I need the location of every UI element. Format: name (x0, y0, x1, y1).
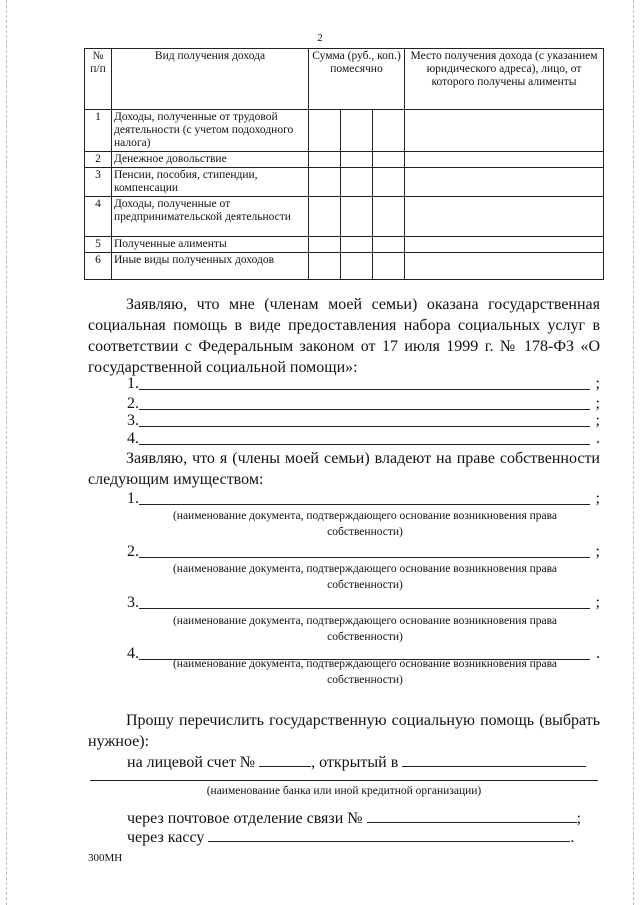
amount-cell[interactable] (309, 237, 341, 253)
row-label: Доходы, полученные от трудовой деятельности (с учетом подоходного налога) (112, 110, 309, 152)
table-row (85, 253, 604, 280)
place-cell[interactable] (405, 253, 604, 280)
line-number: 4. (127, 430, 139, 447)
fill-line (139, 409, 590, 410)
property-line-caption: (наименование документа, подтверждающего основание возникновения права собственности) (172, 563, 558, 591)
cash-desk-label: через кассу (127, 829, 205, 846)
line-end: . (596, 430, 600, 447)
line-end: ; (595, 490, 600, 507)
property-line-caption: (наименование документа, подтверждающего основание возникновения права собственности) (172, 658, 558, 686)
line-number: 3. (127, 594, 139, 611)
amount-cell[interactable] (309, 110, 341, 152)
place-cell[interactable] (405, 168, 604, 197)
amount-cell[interactable] (373, 237, 405, 253)
line-number: 1. (127, 490, 139, 507)
social-aid-line-1[interactable] (127, 375, 600, 393)
payment-request: Прошу перечислить государственную социальную помощь (выбрать нужное): (88, 712, 600, 750)
social-aid-statement: Заявляю, что мне (членам моей семьи) оказана государственная социальная помощь в виде предоставления набора социальных услуг в соответствии с Федеральным законом от 17 июля 1999 г. № 178-ФЗ «О государственной социальной помощи»: (88, 296, 600, 376)
row-label: Пенсии, пособия, стипендии, компенсации (112, 168, 309, 197)
fill-line (139, 557, 590, 558)
amount-cell[interactable] (373, 253, 405, 280)
post-office-label: через почтовое отделение связи № (127, 810, 363, 827)
fill-line (139, 504, 590, 505)
line-end: ; (595, 395, 600, 412)
bank-name-line[interactable] (90, 780, 598, 781)
header-place: Место получения дохода (с указанием юридического адреса), лицо, от которого получены алименты (405, 49, 604, 110)
property-line-caption: (наименование документа, подтверждающего основание возникновения права собственности) (172, 615, 558, 643)
page-edge-left (0, 0, 7, 905)
row-num: 2 (85, 152, 112, 168)
cash-desk-row (127, 826, 574, 848)
header-num: № п/п (85, 49, 112, 110)
place-cell[interactable] (405, 237, 604, 253)
amount-cell[interactable] (309, 152, 341, 168)
table-header-row (85, 49, 604, 110)
place-cell[interactable] (405, 197, 604, 237)
amount-cell[interactable] (341, 253, 373, 280)
row-label: Полученные алименты (112, 237, 309, 253)
amount-cell[interactable] (373, 197, 405, 237)
fill-line (139, 426, 590, 427)
social-aid-line-3[interactable] (127, 412, 600, 430)
line-number: 2. (127, 543, 139, 560)
amount-cell[interactable] (309, 197, 341, 237)
row-num: 3 (85, 168, 112, 197)
amount-cell[interactable] (341, 197, 373, 237)
header-amount: Сумма (руб., коп.) помесячно (309, 49, 405, 110)
fill-line (139, 444, 590, 445)
row-num: 6 (85, 253, 112, 280)
line-number: 4. (127, 645, 139, 662)
table-row (85, 168, 604, 197)
post-office-number-field[interactable] (367, 807, 577, 823)
place-cell[interactable] (405, 152, 604, 168)
row-label: Доходы, полученные от предпринимательской деятельности (112, 197, 309, 237)
property-line-3[interactable] (127, 594, 600, 612)
account-opened-label: , открытый в (311, 754, 399, 771)
amount-cell[interactable] (341, 237, 373, 253)
bank-name-field[interactable] (402, 751, 586, 767)
table-row (85, 152, 604, 168)
line-number: 1. (127, 375, 139, 392)
table-row (85, 237, 604, 253)
line-number: 2. (127, 395, 139, 412)
property-line-2[interactable] (127, 543, 600, 561)
account-row (127, 751, 586, 773)
cash-desk-field[interactable] (208, 826, 570, 842)
property-statement: Заявляю, что я (члены моей семьи) владеют на праве собственности следующим имуществом: (88, 450, 600, 488)
post-office-end: ; (576, 810, 582, 827)
amount-cell[interactable] (309, 168, 341, 197)
row-num: 4 (85, 197, 112, 237)
amount-cell[interactable] (341, 110, 373, 152)
row-num: 1 (85, 110, 112, 152)
social-aid-line-2[interactable] (127, 395, 600, 413)
footer-code: 300МН (88, 852, 123, 864)
line-end: ; (595, 543, 600, 560)
line-end: ; (595, 594, 600, 611)
row-num: 5 (85, 237, 112, 253)
line-number: 3. (127, 412, 139, 429)
fill-line (139, 608, 590, 609)
table-row (85, 110, 604, 152)
page-edge-right (633, 0, 640, 905)
line-end: . (596, 645, 600, 662)
cash-desk-end: . (570, 829, 575, 846)
property-line-caption: (наименование документа, подтверждающего основание возникновения права собственности) (172, 510, 558, 538)
header-type: Вид получения дохода (112, 49, 309, 110)
row-label: Иные виды полученных доходов (112, 253, 309, 280)
amount-cell[interactable] (373, 168, 405, 197)
account-label: на лицевой счет № (127, 754, 256, 771)
page-number: 2 (317, 32, 323, 44)
fill-line (139, 389, 590, 390)
row-label: Денежное довольствие (112, 152, 309, 168)
property-line-1[interactable] (127, 490, 600, 508)
account-number-field[interactable] (259, 751, 311, 767)
income-table (84, 48, 604, 280)
amount-cell[interactable] (373, 152, 405, 168)
place-cell[interactable] (405, 110, 604, 152)
bank-caption: (наименование банка или иной кредитной организации) (206, 785, 482, 797)
amount-cell[interactable] (373, 110, 405, 152)
line-end: ; (595, 375, 600, 392)
social-aid-line-4[interactable] (127, 430, 600, 448)
line-end: ; (595, 412, 600, 429)
amount-cell[interactable] (341, 152, 373, 168)
table-row (85, 197, 604, 237)
amount-cell[interactable] (341, 168, 373, 197)
amount-cell[interactable] (309, 253, 341, 280)
